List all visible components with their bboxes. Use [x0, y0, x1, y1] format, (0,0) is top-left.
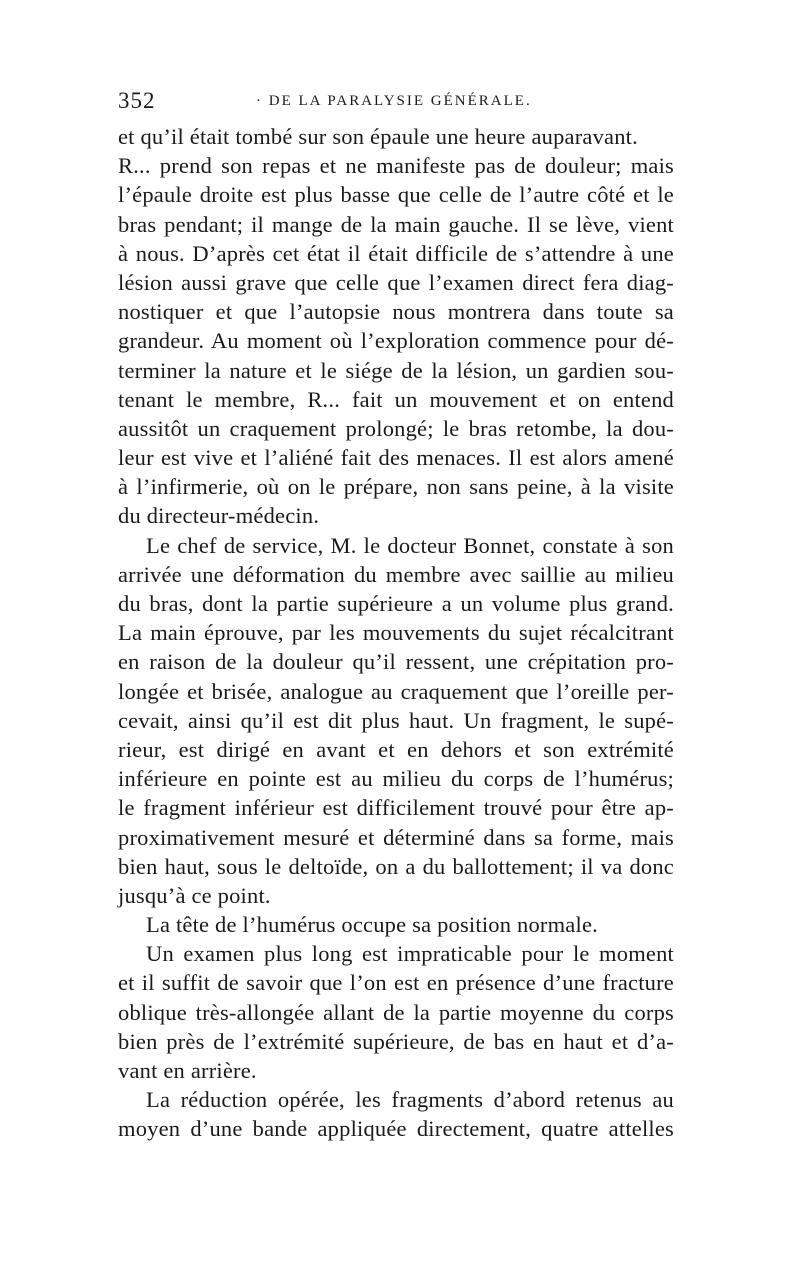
text-line: arrivée une déformation du membre avec saillie au milieu: [118, 561, 674, 587]
text-line: à l’infirmerie, où on le prépare, non sans peine, à la visite: [118, 474, 674, 500]
text-line: inférieure en pointe est au milieu du corps de l’humérus;: [118, 766, 674, 792]
text-line: Le chef de service, M. le docteur Bonnet, constate à son: [146, 532, 674, 558]
text-line: du bras, dont la partie supérieure a un volume plus grand.: [118, 591, 674, 616]
text-line: bien haut, sous le deltoïde, on a du ballottement; il va donc: [118, 853, 674, 879]
text-line: proximativement mesuré et déterminé dans sa forme, mais: [118, 824, 674, 850]
text-line: leur est vive et l’aliéné fait des menaces. Il est alors amené: [118, 445, 674, 471]
text-line: et qu’il était tombé sur son épaule une heure auparavant.: [118, 124, 638, 149]
text-line: R... prend son repas et ne manifeste pas de douleur; mais: [118, 153, 674, 179]
body-text: [118, 122, 674, 1144]
text-line: terminer la nature et le siége de la lésion, un gardien sou-: [118, 357, 674, 383]
text-line: La réduction opérée, les fragments d’abord retenus au: [146, 1087, 674, 1113]
text-line: à nous. D’après cet état il était difficile de s’attendre à une: [118, 240, 674, 266]
text-line: et il suffit de savoir que l’on est en présence d’une fracture: [118, 970, 674, 996]
text-line: La main éprouve, par les mouvements du sujet récalcitrant: [118, 620, 674, 646]
text-line: lésion aussi grave que celle que l’examen direct fera diag-: [118, 269, 674, 295]
text-line: aussitôt un craquement prolongé; le bras retombe, la dou-: [118, 415, 674, 441]
text-line: rieur, est dirigé en avant et en dehors et son extrémité: [118, 736, 674, 762]
running-title: · DE LA PARALYSIE GÉNÉRALE.: [256, 93, 532, 109]
text-line: le fragment inférieur est difficilement trouvé pour être ap-: [118, 795, 674, 821]
text-line: La tête de l’humérus occupe sa position normale.: [146, 912, 598, 938]
text-line: jusqu’à ce point.: [118, 882, 271, 908]
text-line: bras pendant; il mange de la main gauche. Il se lève, vient: [118, 211, 674, 237]
running-head: [118, 88, 678, 118]
text-line: tenant le membre, R... fait un mouvement et on entend: [118, 386, 674, 412]
text-line: bien près de l’extrémité supérieure, de bas en haut et d’a-: [118, 1028, 674, 1054]
text-line: en raison de la douleur qu’il ressent, une crépitation pro-: [118, 649, 674, 675]
text-line: l’épaule droite est plus basse que celle de l’autre côté et le: [118, 182, 674, 208]
text-line: grandeur. Au moment où l’exploration commence pour dé-: [118, 328, 674, 354]
text-line: nostiquer et que l’autopsie nous montrera dans toute sa: [118, 299, 674, 325]
text-line: Un examen plus long est impraticable pour le moment: [146, 941, 674, 967]
text-line: cevait, ainsi qu’il est dit plus haut. Un fragment, le supé-: [118, 707, 674, 733]
text-line: vant en arrière.: [118, 1058, 257, 1083]
text-line: longée et brisée, analogue au craquement que l’oreille per-: [118, 678, 674, 704]
text-line: moyen d’une bande appliquée directement, quatre attelles: [118, 1116, 674, 1142]
page-number: 352: [118, 88, 156, 113]
text-line: oblique très-allongée allant de la partie moyenne du corps: [118, 999, 674, 1025]
text-line: du directeur-médecin.: [118, 503, 320, 529]
